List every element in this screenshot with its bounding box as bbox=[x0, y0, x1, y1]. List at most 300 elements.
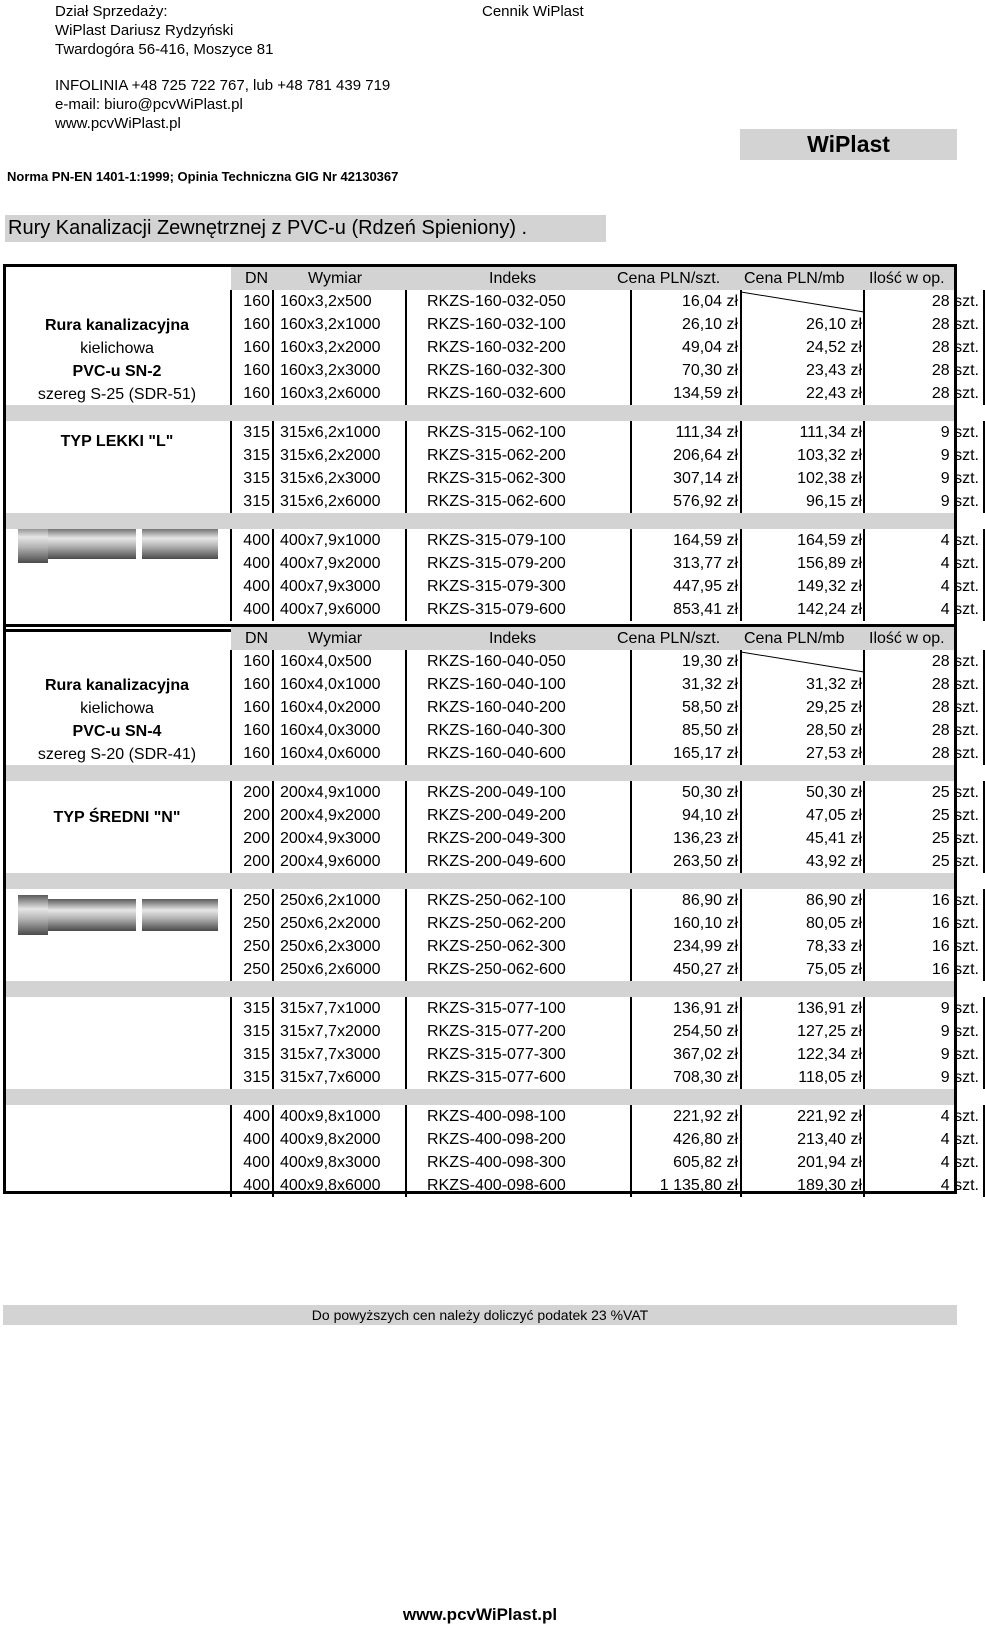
index-cell: RKZS-200-049-300 bbox=[427, 830, 566, 847]
table-row bbox=[231, 336, 979, 359]
column-divider bbox=[230, 997, 232, 1089]
index-cell: RKZS-250-062-200 bbox=[427, 915, 566, 932]
col-dn: DN bbox=[245, 630, 269, 647]
price-piece-cell: 254,50 zł bbox=[673, 1023, 738, 1040]
index-cell: RKZS-160-032-300 bbox=[427, 362, 566, 379]
wymiar-cell: 250x6,2x1000 bbox=[280, 892, 381, 909]
index-cell: RKZS-160-040-050 bbox=[427, 653, 566, 670]
brand-logo: WiPlast bbox=[740, 129, 957, 160]
table-row bbox=[231, 1151, 979, 1174]
column-divider bbox=[863, 1105, 865, 1197]
price-meter-cell: 149,32 zł bbox=[797, 578, 862, 595]
footer-website-link[interactable]: www.pcvWiPlast.pl bbox=[402, 1605, 558, 1624]
wymiar-cell: 160x4,0x500 bbox=[280, 653, 372, 670]
pack-qty-cell: 28 szt. bbox=[931, 745, 979, 762]
price-table-sn4 bbox=[3, 624, 979, 1194]
table-row bbox=[231, 781, 979, 804]
price-piece-cell: 85,50 zł bbox=[681, 722, 738, 739]
column-divider bbox=[630, 290, 632, 405]
wymiar-cell: 315x6,2x2000 bbox=[280, 447, 381, 464]
price-piece-cell: 134,59 zł bbox=[673, 385, 738, 402]
dn-cell: 160 bbox=[243, 362, 270, 379]
price-meter-cell: 221,92 zł bbox=[797, 1108, 862, 1125]
pack-qty-cell: 4 szt. bbox=[940, 601, 979, 618]
dn-cell: 400 bbox=[243, 1108, 270, 1125]
dn-cell: 315 bbox=[243, 447, 270, 464]
column-divider bbox=[630, 421, 632, 513]
column-divider bbox=[230, 650, 232, 765]
price-meter-cell: 111,34 zł bbox=[799, 424, 862, 441]
pack-qty-cell: 16 szt. bbox=[931, 938, 979, 955]
group-separator bbox=[6, 765, 954, 781]
table-row bbox=[231, 696, 979, 719]
col-indeks: Indeks bbox=[489, 270, 537, 287]
wymiar-cell: 400x7,9x2000 bbox=[280, 555, 381, 572]
index-cell: RKZS-315-079-100 bbox=[427, 532, 566, 549]
pack-qty-cell: 4 szt. bbox=[940, 532, 979, 549]
price-meter-cell: 96,15 zł bbox=[805, 493, 862, 510]
price-piece-cell: 234,99 zł bbox=[673, 938, 738, 955]
table-row bbox=[231, 359, 979, 382]
wymiar-cell: 315x7,7x3000 bbox=[280, 1046, 381, 1063]
product-type: TYP ŚREDNI "N" bbox=[53, 809, 181, 826]
pack-qty-cell: 28 szt. bbox=[931, 362, 979, 379]
price-piece-cell: 313,77 zł bbox=[673, 555, 738, 572]
wymiar-cell: 400x9,8x3000 bbox=[280, 1154, 381, 1171]
vat-note: Do powyższych cen należy doliczyć podatek 23 %VAT bbox=[3, 1305, 957, 1325]
wymiar-cell: 315x7,7x1000 bbox=[280, 1000, 381, 1017]
column-divider bbox=[863, 889, 865, 981]
dn-cell: 315 bbox=[243, 424, 270, 441]
col-cena-mb: Cena PLN/mb bbox=[744, 630, 845, 647]
pipe-image bbox=[14, 893, 222, 937]
pack-qty-cell: 4 szt. bbox=[940, 578, 979, 595]
pack-qty-cell: 28 szt. bbox=[931, 316, 979, 333]
column-divider bbox=[405, 781, 407, 873]
dn-cell: 400 bbox=[243, 578, 270, 595]
pack-qty-cell: 9 szt. bbox=[940, 470, 979, 487]
pack-qty-cell: 9 szt. bbox=[940, 447, 979, 464]
table-row bbox=[231, 1105, 979, 1128]
pack-qty-cell: 9 szt. bbox=[940, 1000, 979, 1017]
website-link[interactable]: www.pcvWiPlast.pl bbox=[55, 115, 181, 132]
dn-cell: 250 bbox=[243, 892, 270, 909]
price-meter-cell: 136,91 zł bbox=[797, 1000, 862, 1017]
pack-qty-cell: 28 szt. bbox=[931, 293, 979, 310]
column-divider bbox=[405, 421, 407, 513]
index-cell: RKZS-315-077-600 bbox=[427, 1069, 566, 1086]
dn-cell: 160 bbox=[243, 339, 270, 356]
price-piece-cell: 307,14 zł bbox=[673, 470, 738, 487]
index-cell: RKZS-315-077-300 bbox=[427, 1046, 566, 1063]
table-row bbox=[231, 575, 979, 598]
index-cell: RKZS-160-040-200 bbox=[427, 699, 566, 716]
wymiar-cell: 315x7,7x6000 bbox=[280, 1069, 381, 1086]
table-row bbox=[231, 997, 979, 1020]
price-piece-cell: 708,30 zł bbox=[673, 1069, 738, 1086]
price-piece-cell: 160,10 zł bbox=[673, 915, 738, 932]
dn-cell: 400 bbox=[243, 601, 270, 618]
column-divider bbox=[230, 529, 232, 621]
group-separator bbox=[6, 873, 954, 889]
price-piece-cell: 94,10 zł bbox=[681, 807, 738, 824]
index-cell: RKZS-250-062-300 bbox=[427, 938, 566, 955]
index-cell: RKZS-315-079-600 bbox=[427, 601, 566, 618]
dn-cell: 160 bbox=[243, 293, 270, 310]
table-row bbox=[231, 958, 979, 981]
price-meter-cell: 80,05 zł bbox=[805, 915, 862, 932]
wymiar-cell: 200x4,9x1000 bbox=[280, 784, 381, 801]
price-piece-cell: 31,32 zł bbox=[681, 676, 738, 693]
dn-cell: 400 bbox=[243, 1131, 270, 1148]
column-divider bbox=[630, 781, 632, 873]
product-class: PVC-u SN-2 bbox=[72, 363, 162, 380]
dn-cell: 315 bbox=[243, 1023, 270, 1040]
dn-cell: 250 bbox=[243, 915, 270, 932]
col-cena-mb: Cena PLN/mb bbox=[744, 270, 845, 287]
wymiar-cell: 400x7,9x6000 bbox=[280, 601, 381, 618]
column-divider bbox=[740, 650, 742, 765]
column-divider bbox=[272, 889, 274, 981]
column-divider bbox=[405, 529, 407, 621]
price-piece-cell: 26,10 zł bbox=[681, 316, 738, 333]
column-divider bbox=[740, 889, 742, 981]
dn-cell: 160 bbox=[243, 385, 270, 402]
column-divider bbox=[630, 997, 632, 1089]
index-cell: RKZS-200-049-100 bbox=[427, 784, 566, 801]
wymiar-cell: 160x3,2x2000 bbox=[280, 339, 381, 356]
price-meter-cell: 47,05 zł bbox=[805, 807, 862, 824]
price-piece-cell: 86,90 zł bbox=[681, 892, 738, 909]
column-divider bbox=[272, 421, 274, 513]
column-divider bbox=[405, 997, 407, 1089]
table-row bbox=[231, 444, 979, 467]
price-meter-cell: 189,30 zł bbox=[797, 1177, 862, 1194]
group-separator bbox=[6, 1089, 954, 1105]
index-cell: RKZS-315-062-200 bbox=[427, 447, 566, 464]
norm-statement: Norma PN-EN 1401-1:1999; Opinia Techniczna GIG Nr 42130367 bbox=[7, 169, 399, 184]
column-divider bbox=[863, 781, 865, 873]
dn-cell: 400 bbox=[243, 555, 270, 572]
pack-qty-cell: 25 szt. bbox=[931, 853, 979, 870]
column-divider bbox=[405, 650, 407, 765]
column-divider bbox=[230, 1105, 232, 1197]
wymiar-cell: 160x4,0x3000 bbox=[280, 722, 381, 739]
index-cell: RKZS-315-077-200 bbox=[427, 1023, 566, 1040]
wymiar-cell: 400x9,8x2000 bbox=[280, 1131, 381, 1148]
pack-qty-cell: 25 szt. bbox=[931, 807, 979, 824]
price-meter-cell: 201,94 zł bbox=[797, 1154, 862, 1171]
col-ilosc: Ilość w op. bbox=[869, 270, 945, 287]
index-cell: RKZS-160-032-200 bbox=[427, 339, 566, 356]
table-header bbox=[231, 267, 954, 290]
col-wymiar: Wymiar bbox=[308, 630, 363, 647]
wymiar-cell: 160x4,0x2000 bbox=[280, 699, 381, 716]
price-meter-cell: 23,43 zł bbox=[805, 362, 862, 379]
column-divider bbox=[272, 650, 274, 765]
pack-qty-cell: 4 szt. bbox=[940, 1131, 979, 1148]
group-separator bbox=[6, 405, 954, 421]
column-divider bbox=[863, 421, 865, 513]
pack-qty-cell: 16 szt. bbox=[931, 892, 979, 909]
wymiar-cell: 400x9,8x6000 bbox=[280, 1177, 381, 1194]
price-piece-cell: 165,17 zł bbox=[673, 745, 738, 762]
wymiar-cell: 160x3,2x500 bbox=[280, 293, 372, 310]
column-divider bbox=[272, 997, 274, 1089]
product-subtype: kielichowa bbox=[80, 700, 154, 717]
index-cell: RKZS-250-062-600 bbox=[427, 961, 566, 978]
price-piece-cell: 164,59 zł bbox=[673, 532, 738, 549]
dn-cell: 315 bbox=[243, 470, 270, 487]
column-divider bbox=[230, 290, 232, 405]
column-divider bbox=[272, 1105, 274, 1197]
pack-qty-cell: 9 szt. bbox=[940, 493, 979, 510]
table-row bbox=[231, 313, 979, 336]
column-divider bbox=[740, 997, 742, 1089]
dn-cell: 160 bbox=[243, 699, 270, 716]
wymiar-cell: 160x4,0x6000 bbox=[280, 745, 381, 762]
price-meter-cell: 86,90 zł bbox=[805, 892, 862, 909]
infoline: INFOLINIA +48 725 722 767, lub +48 781 439 719 bbox=[55, 77, 391, 94]
price-piece-cell: 1 135,80 zł bbox=[659, 1177, 738, 1194]
price-meter-cell: 164,59 zł bbox=[797, 532, 862, 549]
price-meter-cell: 27,53 zł bbox=[805, 745, 862, 762]
index-cell: RKZS-315-079-300 bbox=[427, 578, 566, 595]
price-piece-cell: 447,95 zł bbox=[673, 578, 738, 595]
wymiar-cell: 160x4,0x1000 bbox=[280, 676, 381, 693]
pack-qty-cell: 28 szt. bbox=[931, 653, 979, 670]
pack-qty-cell: 28 szt. bbox=[931, 699, 979, 716]
dn-cell: 400 bbox=[243, 1154, 270, 1171]
table-row bbox=[231, 1043, 979, 1066]
wymiar-cell: 200x4,9x3000 bbox=[280, 830, 381, 847]
price-piece-cell: 16,04 zł bbox=[681, 293, 738, 310]
wymiar-cell: 315x6,2x6000 bbox=[280, 493, 381, 510]
price-meter-cell: 103,32 zł bbox=[797, 447, 862, 464]
table-row bbox=[231, 1066, 979, 1089]
group-separator bbox=[6, 513, 954, 529]
pack-qty-cell: 4 szt. bbox=[940, 1177, 979, 1194]
column-divider bbox=[630, 650, 632, 765]
dn-cell: 400 bbox=[243, 532, 270, 549]
table-row bbox=[231, 1174, 979, 1197]
email-link[interactable]: e-mail: biuro@pcvWiPlast.pl bbox=[55, 96, 243, 113]
column-divider bbox=[230, 421, 232, 513]
price-meter-cell: 127,25 zł bbox=[797, 1023, 862, 1040]
dn-cell: 200 bbox=[243, 807, 270, 824]
pack-qty-cell: 25 szt. bbox=[931, 784, 979, 801]
price-meter-cell: 213,40 zł bbox=[797, 1131, 862, 1148]
table-row bbox=[231, 490, 979, 513]
table-row bbox=[231, 673, 979, 696]
price-meter-cell: 22,43 zł bbox=[805, 385, 862, 402]
price-piece-cell: 450,27 zł bbox=[673, 961, 738, 978]
table-row bbox=[231, 421, 979, 444]
column-divider bbox=[230, 781, 232, 873]
wymiar-cell: 250x6,2x6000 bbox=[280, 961, 381, 978]
table-row bbox=[231, 804, 979, 827]
table-row bbox=[231, 935, 979, 958]
wymiar-cell: 160x3,2x6000 bbox=[280, 385, 381, 402]
index-cell: RKZS-315-062-100 bbox=[427, 424, 566, 441]
price-meter-cell: 102,38 zł bbox=[797, 470, 862, 487]
dn-cell: 315 bbox=[243, 1069, 270, 1086]
dn-cell: 250 bbox=[243, 938, 270, 955]
price-piece-cell: 49,04 zł bbox=[681, 339, 738, 356]
pack-qty-cell: 4 szt. bbox=[940, 1154, 979, 1171]
index-cell: RKZS-400-098-300 bbox=[427, 1154, 566, 1171]
price-meter-cell: 156,89 zł bbox=[797, 555, 862, 572]
index-cell: RKZS-160-032-050 bbox=[427, 293, 566, 310]
index-cell: RKZS-315-062-300 bbox=[427, 470, 566, 487]
column-divider bbox=[630, 529, 632, 621]
index-cell: RKZS-315-077-100 bbox=[427, 1000, 566, 1017]
table-row bbox=[231, 850, 979, 873]
column-divider bbox=[405, 290, 407, 405]
pack-qty-cell: 9 szt. bbox=[940, 424, 979, 441]
price-piece-cell: 605,82 zł bbox=[673, 1154, 738, 1171]
index-cell: RKZS-315-062-600 bbox=[427, 493, 566, 510]
table-row bbox=[231, 467, 979, 490]
empty-cell-strike bbox=[741, 290, 864, 313]
table-row bbox=[231, 529, 979, 552]
sales-department-label: Dział Sprzedaży: bbox=[55, 3, 168, 20]
index-cell: RKZS-315-079-200 bbox=[427, 555, 566, 572]
index-cell: RKZS-160-040-600 bbox=[427, 745, 566, 762]
price-meter-cell: 45,41 zł bbox=[805, 830, 862, 847]
wymiar-cell: 400x7,9x3000 bbox=[280, 578, 381, 595]
product-class: PVC-u SN-4 bbox=[72, 723, 162, 740]
product-subtype: kielichowa bbox=[80, 340, 154, 357]
wymiar-cell: 315x6,2x3000 bbox=[280, 470, 381, 487]
product-series: szereg S-20 (SDR-41) bbox=[37, 746, 197, 763]
table-row bbox=[231, 382, 979, 405]
index-cell: RKZS-160-040-300 bbox=[427, 722, 566, 739]
index-cell: RKZS-250-062-100 bbox=[427, 892, 566, 909]
price-piece-cell: 426,80 zł bbox=[673, 1131, 738, 1148]
column-divider bbox=[863, 529, 865, 621]
table-row bbox=[231, 719, 979, 742]
product-type: TYP LEKKI "L" bbox=[60, 433, 174, 450]
column-divider bbox=[405, 1105, 407, 1197]
dn-cell: 315 bbox=[243, 1046, 270, 1063]
column-divider bbox=[630, 1105, 632, 1197]
wymiar-cell: 315x6,2x1000 bbox=[280, 424, 381, 441]
price-piece-cell: 367,02 zł bbox=[673, 1046, 738, 1063]
product-name: Rura kanalizacyjna bbox=[44, 677, 190, 694]
price-meter-cell: 26,10 zł bbox=[805, 316, 862, 333]
price-piece-cell: 136,23 zł bbox=[673, 830, 738, 847]
price-meter-cell: 118,05 zł bbox=[798, 1069, 862, 1086]
wymiar-cell: 200x4,9x2000 bbox=[280, 807, 381, 824]
company-name: WiPlast Dariusz Rydzyński bbox=[55, 22, 234, 39]
column-divider bbox=[272, 781, 274, 873]
column-divider bbox=[630, 889, 632, 981]
table-row bbox=[231, 742, 979, 765]
pack-qty-cell: 28 szt. bbox=[931, 385, 979, 402]
wymiar-cell: 400x7,9x1000 bbox=[280, 532, 381, 549]
price-piece-cell: 70,30 zł bbox=[681, 362, 738, 379]
price-meter-cell: 142,24 zł bbox=[797, 601, 862, 618]
column-divider bbox=[863, 650, 865, 765]
column-divider bbox=[863, 290, 865, 405]
price-piece-cell: 221,92 zł bbox=[673, 1108, 738, 1125]
price-piece-cell: 19,30 zł bbox=[681, 653, 738, 670]
section-title: Rury Kanalizacji Zewnętrznej z PVC-u (Rdzeń Spieniony) . bbox=[5, 215, 606, 242]
table-row bbox=[231, 552, 979, 575]
pack-qty-cell: 9 szt. bbox=[940, 1046, 979, 1063]
dn-cell: 315 bbox=[243, 1000, 270, 1017]
column-divider bbox=[740, 421, 742, 513]
wymiar-cell: 160x3,2x1000 bbox=[280, 316, 381, 333]
col-wymiar: Wymiar bbox=[308, 270, 363, 287]
price-piece-cell: 136,91 zł bbox=[673, 1000, 738, 1017]
table-row bbox=[231, 912, 979, 935]
col-cena-szt: Cena PLN/szt. bbox=[617, 630, 721, 647]
price-meter-cell: 78,33 zł bbox=[805, 938, 862, 955]
pack-qty-cell: 9 szt. bbox=[940, 1023, 979, 1040]
price-meter-cell: 28,50 zł bbox=[805, 722, 862, 739]
dn-cell: 200 bbox=[243, 784, 270, 801]
index-cell: RKZS-200-049-600 bbox=[427, 853, 566, 870]
price-meter-cell: 29,25 zł bbox=[805, 699, 862, 716]
col-dn: DN bbox=[245, 270, 269, 287]
pack-qty-cell: 16 szt. bbox=[931, 915, 979, 932]
column-divider bbox=[405, 889, 407, 981]
index-cell: RKZS-200-049-200 bbox=[427, 807, 566, 824]
column-divider bbox=[272, 290, 274, 405]
column-divider bbox=[740, 1105, 742, 1197]
dn-cell: 160 bbox=[243, 745, 270, 762]
product-series: szereg S-25 (SDR-51) bbox=[37, 386, 197, 403]
dn-cell: 200 bbox=[243, 853, 270, 870]
price-piece-cell: 58,50 zł bbox=[681, 699, 738, 716]
col-ilosc: Ilość w op. bbox=[869, 630, 945, 647]
table-row bbox=[231, 1020, 979, 1043]
price-table-sn2 bbox=[3, 264, 979, 632]
dn-cell: 160 bbox=[243, 653, 270, 670]
column-divider bbox=[740, 529, 742, 621]
price-meter-cell: 50,30 zł bbox=[805, 784, 862, 801]
column-divider bbox=[272, 529, 274, 621]
price-meter-cell: 75,05 zł bbox=[805, 961, 862, 978]
wymiar-cell: 160x3,2x3000 bbox=[280, 362, 381, 379]
pack-qty-cell: 4 szt. bbox=[940, 555, 979, 572]
price-piece-cell: 853,41 zł bbox=[673, 601, 738, 618]
document-title: Cennik WiPlast bbox=[482, 3, 584, 20]
wymiar-cell: 200x4,9x6000 bbox=[280, 853, 381, 870]
company-address: Twardogóra 56-416, Moszyce 81 bbox=[55, 41, 274, 58]
table-row bbox=[231, 889, 979, 912]
price-piece-cell: 50,30 zł bbox=[681, 784, 738, 801]
pack-qty-cell: 28 szt. bbox=[931, 339, 979, 356]
pack-qty-cell: 28 szt. bbox=[931, 722, 979, 739]
col-cena-szt: Cena PLN/szt. bbox=[617, 270, 721, 287]
dn-cell: 400 bbox=[243, 1177, 270, 1194]
dn-cell: 315 bbox=[243, 493, 270, 510]
index-cell: RKZS-400-098-200 bbox=[427, 1131, 566, 1148]
column-divider bbox=[740, 290, 742, 405]
pack-qty-cell: 28 szt. bbox=[931, 676, 979, 693]
price-meter-cell: 122,34 zł bbox=[797, 1046, 862, 1063]
dn-cell: 160 bbox=[243, 676, 270, 693]
index-cell: RKZS-160-032-600 bbox=[427, 385, 566, 402]
pack-qty-cell: 9 szt. bbox=[940, 1069, 979, 1086]
index-cell: RKZS-400-098-600 bbox=[427, 1177, 566, 1194]
pack-qty-cell: 25 szt. bbox=[931, 830, 979, 847]
index-cell: RKZS-160-032-100 bbox=[427, 316, 566, 333]
group-separator bbox=[6, 981, 954, 997]
